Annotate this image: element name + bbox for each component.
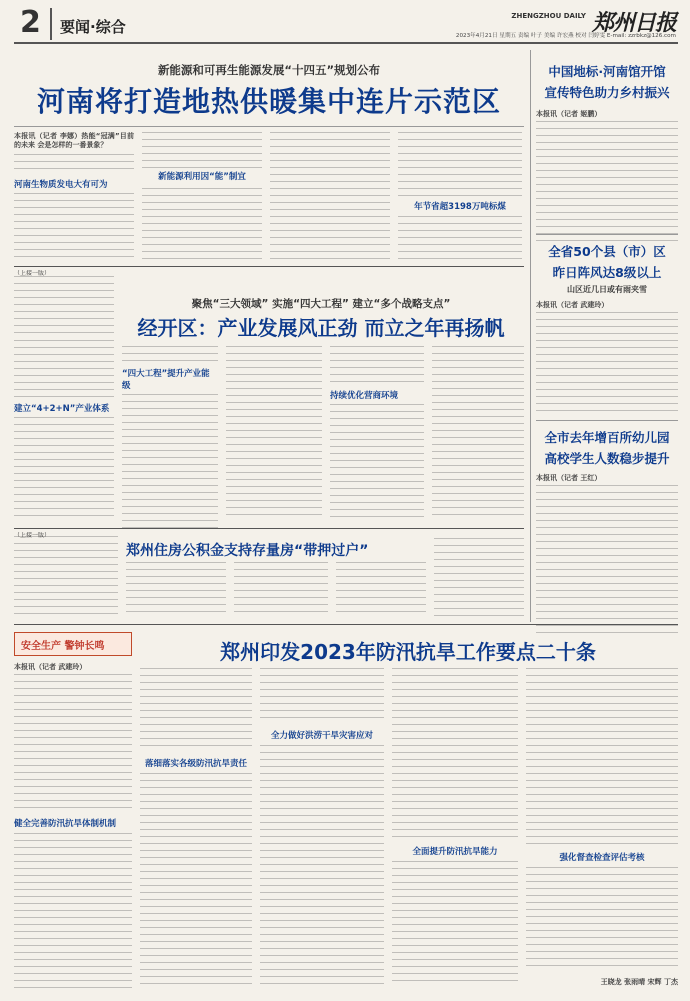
- page-number: 2: [20, 5, 41, 40]
- divider: [536, 234, 678, 235]
- side2-lead: 本报讯（记者 武建玲）: [536, 301, 609, 309]
- article1-col3: [142, 170, 262, 184]
- article1-sub1: 河南生物质发电大有可为: [14, 180, 108, 190]
- article-housing-fund: [14, 532, 524, 622]
- text-block: [260, 668, 384, 724]
- text-block: [330, 404, 424, 520]
- article2-col2: [122, 346, 218, 520]
- text-block: [122, 394, 218, 532]
- text-block: [14, 833, 132, 993]
- article4-sub5: 强化督查检查评估考核: [559, 853, 645, 863]
- side-article-wind: [536, 238, 678, 418]
- article3-headline: 郑州住房公积金支持存量房“带押过户”: [126, 543, 369, 559]
- text-block: [140, 773, 252, 985]
- text-block: [526, 867, 678, 971]
- article3-col5: [434, 538, 524, 618]
- text-block: [536, 312, 678, 416]
- article1-headline: 河南将打造地热供暖集中连片示范区: [36, 85, 501, 118]
- section-name: 要闻·综合: [60, 18, 126, 36]
- side3-headline-line2: 高校学生人数稳步提升: [544, 451, 670, 466]
- article4-col2: [140, 668, 252, 992]
- article4-headline: 郑州印发2023年防汛抗旱工作要点二十条: [220, 640, 596, 664]
- section-rule: [14, 266, 524, 267]
- article2-headline: 经开区：产业发展风正劲 而立之年再扬帆: [137, 316, 505, 340]
- side1-lead: 本报讯（记者 姬鹏）: [536, 110, 602, 118]
- header-rule: [14, 42, 678, 44]
- safety-logo-text: 安全生产 警钟长鸣: [21, 641, 105, 652]
- article1-col5: [398, 132, 522, 262]
- article4-col3: [260, 668, 384, 992]
- side2-headline-line1: 全省50个县（市）区: [548, 244, 666, 259]
- article1-col4: [270, 132, 390, 262]
- article2-col3: [226, 346, 322, 520]
- text-block: [140, 668, 252, 752]
- text-block: [392, 668, 518, 840]
- side1-headline-line2: 宣传特色助力乡村振兴: [544, 85, 670, 100]
- text-block: [14, 154, 134, 174]
- article2-sub3: 持续优化营商环境: [330, 391, 399, 401]
- article4-sub4: 全面提升防汛抗旱能力: [412, 847, 498, 857]
- article1-lead: 本报讯（记者 李娜）热能“冠满”目前的未来 会是怎样的一番景象？: [14, 132, 134, 150]
- text-block: [330, 346, 424, 386]
- article4-byline: 王晓龙 张雨晴 宋辉 丁杰: [600, 978, 678, 986]
- text-block: [536, 485, 678, 635]
- text-block: [536, 121, 678, 241]
- divider: [536, 420, 678, 421]
- masthead-english: ZHENGZHOU DAILY: [511, 12, 586, 20]
- masthead-logo: 郑州日报: [591, 10, 676, 36]
- article2-col5: [432, 346, 524, 520]
- article4-col4: [392, 668, 518, 992]
- date-line: 2023年4月21日 星期五 责编 叶子 美编 许宏燕 校对 闫婷雯 E-mail: zzrbkz@126.com: [455, 33, 676, 39]
- article1-sub2: 新能源利用因“能”制宜: [158, 172, 246, 182]
- article4-col1: [14, 662, 132, 992]
- article3-lead: （上接一版）: [14, 533, 51, 539]
- text-block: [14, 340, 114, 398]
- side-article-landmark: [536, 52, 678, 232]
- text-block: [14, 674, 132, 812]
- article2-sub2: “四大工程”提升产业能级: [122, 369, 210, 391]
- article2-lead: （上接一版）: [14, 271, 51, 277]
- article-geothermal: [14, 50, 524, 265]
- article4-sub1: 健全完善防汛抗旱体制机制: [14, 819, 117, 829]
- article2-col1: [14, 340, 114, 520]
- page-number-box: [14, 5, 52, 40]
- side2-headline-line2: 昨日阵风达8级以上: [552, 265, 662, 280]
- text-block: [14, 417, 114, 522]
- article3-col4: [336, 562, 426, 618]
- article3-col3: [234, 562, 328, 618]
- page-header: [14, 5, 678, 42]
- text-block: [392, 861, 518, 985]
- article-flood-control: [14, 628, 678, 994]
- text-block: [14, 193, 134, 263]
- article1-col2: [142, 132, 262, 262]
- sidebar-divider: [530, 50, 531, 622]
- article2-col1-top: [14, 276, 114, 334]
- article2-sub1: 建立“4+2+N”产业体系: [14, 404, 110, 414]
- text-block: [260, 745, 384, 985]
- article4-sub3: 全力做好洪涝干旱灾害应对: [270, 731, 373, 741]
- side2-subtitle: 山区近几日或有雨夹雪: [567, 285, 647, 294]
- article4-sub2: 落细落实各级防汛抗旱责任: [144, 759, 247, 769]
- side-article-kindergarten: [536, 424, 678, 622]
- side3-headline-line1: 全市去年增百所幼儿园: [544, 430, 670, 445]
- article-economic-zone: [14, 270, 524, 525]
- safety-logo: [14, 632, 132, 656]
- article1-col1: [14, 132, 134, 262]
- side1-headline-line1: 中国地标·河南馆开馆: [548, 64, 666, 79]
- divider: [14, 126, 524, 127]
- side3-lead: 本报讯（记者 王红）: [536, 474, 602, 482]
- article1-sub3: 年节省超3198万吨标煤: [414, 202, 506, 212]
- article2-col4: [330, 346, 424, 520]
- article4-lead: 本报讯（记者 武建玲）: [14, 663, 87, 671]
- article1-kicker: 新能源和可再生能源发展“十四五”规划公布: [157, 63, 381, 77]
- article4-col5: [526, 668, 678, 992]
- article2-kicker: 聚焦“三大领域” 实施“四大工程” 建立“多个战略支点”: [191, 298, 451, 310]
- text-block: [122, 346, 218, 364]
- article3-col1: [14, 536, 118, 618]
- text-block: [526, 668, 678, 846]
- article1-col5-sub: [398, 200, 522, 214]
- section-rule: [14, 528, 524, 529]
- article3-col2: [126, 562, 226, 618]
